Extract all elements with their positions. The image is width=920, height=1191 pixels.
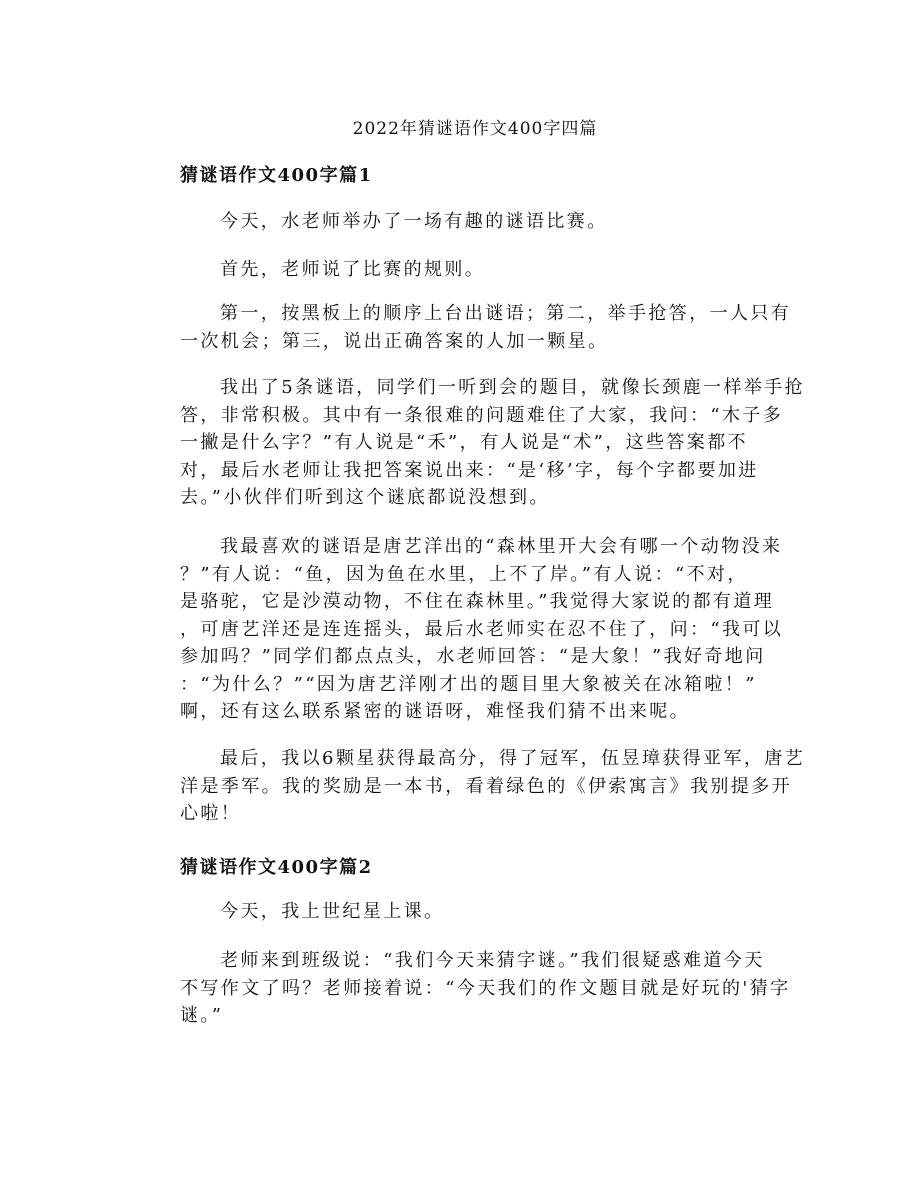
- paragraph-line: 今天，水老师举办了一场有趣的谜语比赛。: [220, 211, 608, 232]
- paragraph-line: 答，非常积极。其中有一条很难的问题难住了大家，我问：“木子多: [180, 404, 784, 426]
- paragraph-line: ，可唐艺洋还是连连摇头，最后水老师实在忍不住了，问：“我可以: [180, 618, 784, 640]
- section-heading: 猜谜语作文400字篇2: [180, 857, 373, 878]
- paragraph-line: 最后，我以6颗星获得最高分，得了冠军，伍昱璋获得亚军，唐艺: [220, 748, 806, 769]
- section-heading: 猜谜语作文400字篇1: [180, 165, 373, 186]
- paragraph-line: 去。”小伙伴们听到这个谜底都说没想到。: [180, 487, 550, 508]
- paragraph-line: 我最喜欢的谜语是唐艺洋出的“森林里开大会有哪一个动物没来: [220, 536, 783, 557]
- paragraph-line: 啊，还有这么联系紧密的谜语呀，难怪我们猜不出来呢。: [180, 701, 690, 722]
- paragraph-line: 谜。”: [180, 1005, 224, 1026]
- paragraph: [180, 256, 485, 284]
- paragraph: [180, 947, 791, 1030]
- paragraph-line: 今天，我上世纪星上课。: [220, 901, 445, 922]
- paragraph: [180, 374, 805, 512]
- paragraph-line: 第一，按黑板上的顺序上台出谜语；第二，举手抢答，一人只有: [220, 303, 792, 324]
- paragraph-line: ？”有人说：“鱼，因为鱼在水里，上不了岸。”有人说：“不对，: [180, 563, 748, 585]
- document-title: 2022年猜谜语作文400字四篇: [352, 119, 598, 139]
- paragraph-line: 一撇是什么字？”有人说是“禾”，有人说是“术”，这些答案都不: [180, 432, 749, 453]
- paragraph-line: 心啦！: [180, 803, 242, 824]
- paragraph-line: 是骆驼，它是沙漠动物，不住在森林里。”我觉得大家说的都有道理: [180, 591, 775, 612]
- paragraph: [180, 208, 608, 236]
- paragraph: [180, 745, 805, 828]
- paragraph-line: ：“为什么？”“因为唐艺洋刚才出的题目里大象被关在冰箱啦！”: [180, 673, 757, 695]
- paragraph: [180, 300, 791, 355]
- paragraph-line: 我出了5条谜语，同学们一听到会的题目，就像长颈鹿一样举手抢: [220, 377, 806, 398]
- paragraph-line: 对，最后水老师让我把答案说出来：“是‘移’字，每个字都要加进: [180, 459, 759, 481]
- paragraph-line: 一次机会；第三，说出正确答案的人加一颗星。: [180, 330, 609, 352]
- paragraph-line: 老师来到班级说：“我们今天来猜字谜。”我们很疑惑难道今天: [220, 950, 765, 971]
- paragraph: [180, 898, 444, 926]
- paragraph-line: 洋是季军。我的奖励是一本书，看着绿色的《伊索寓言》我别提多开: [180, 775, 792, 797]
- paragraph-line: 参加吗？”同学们都点点头，水老师回答：“是大象！”我好奇地问: [180, 646, 766, 667]
- paragraph: [180, 533, 783, 726]
- paragraph-line: 首先，老师说了比赛的规则。: [220, 259, 486, 280]
- paragraph-line: 不写作文了吗？老师接着说：“今天我们的作文题目就是好玩的'猜字: [180, 977, 791, 999]
